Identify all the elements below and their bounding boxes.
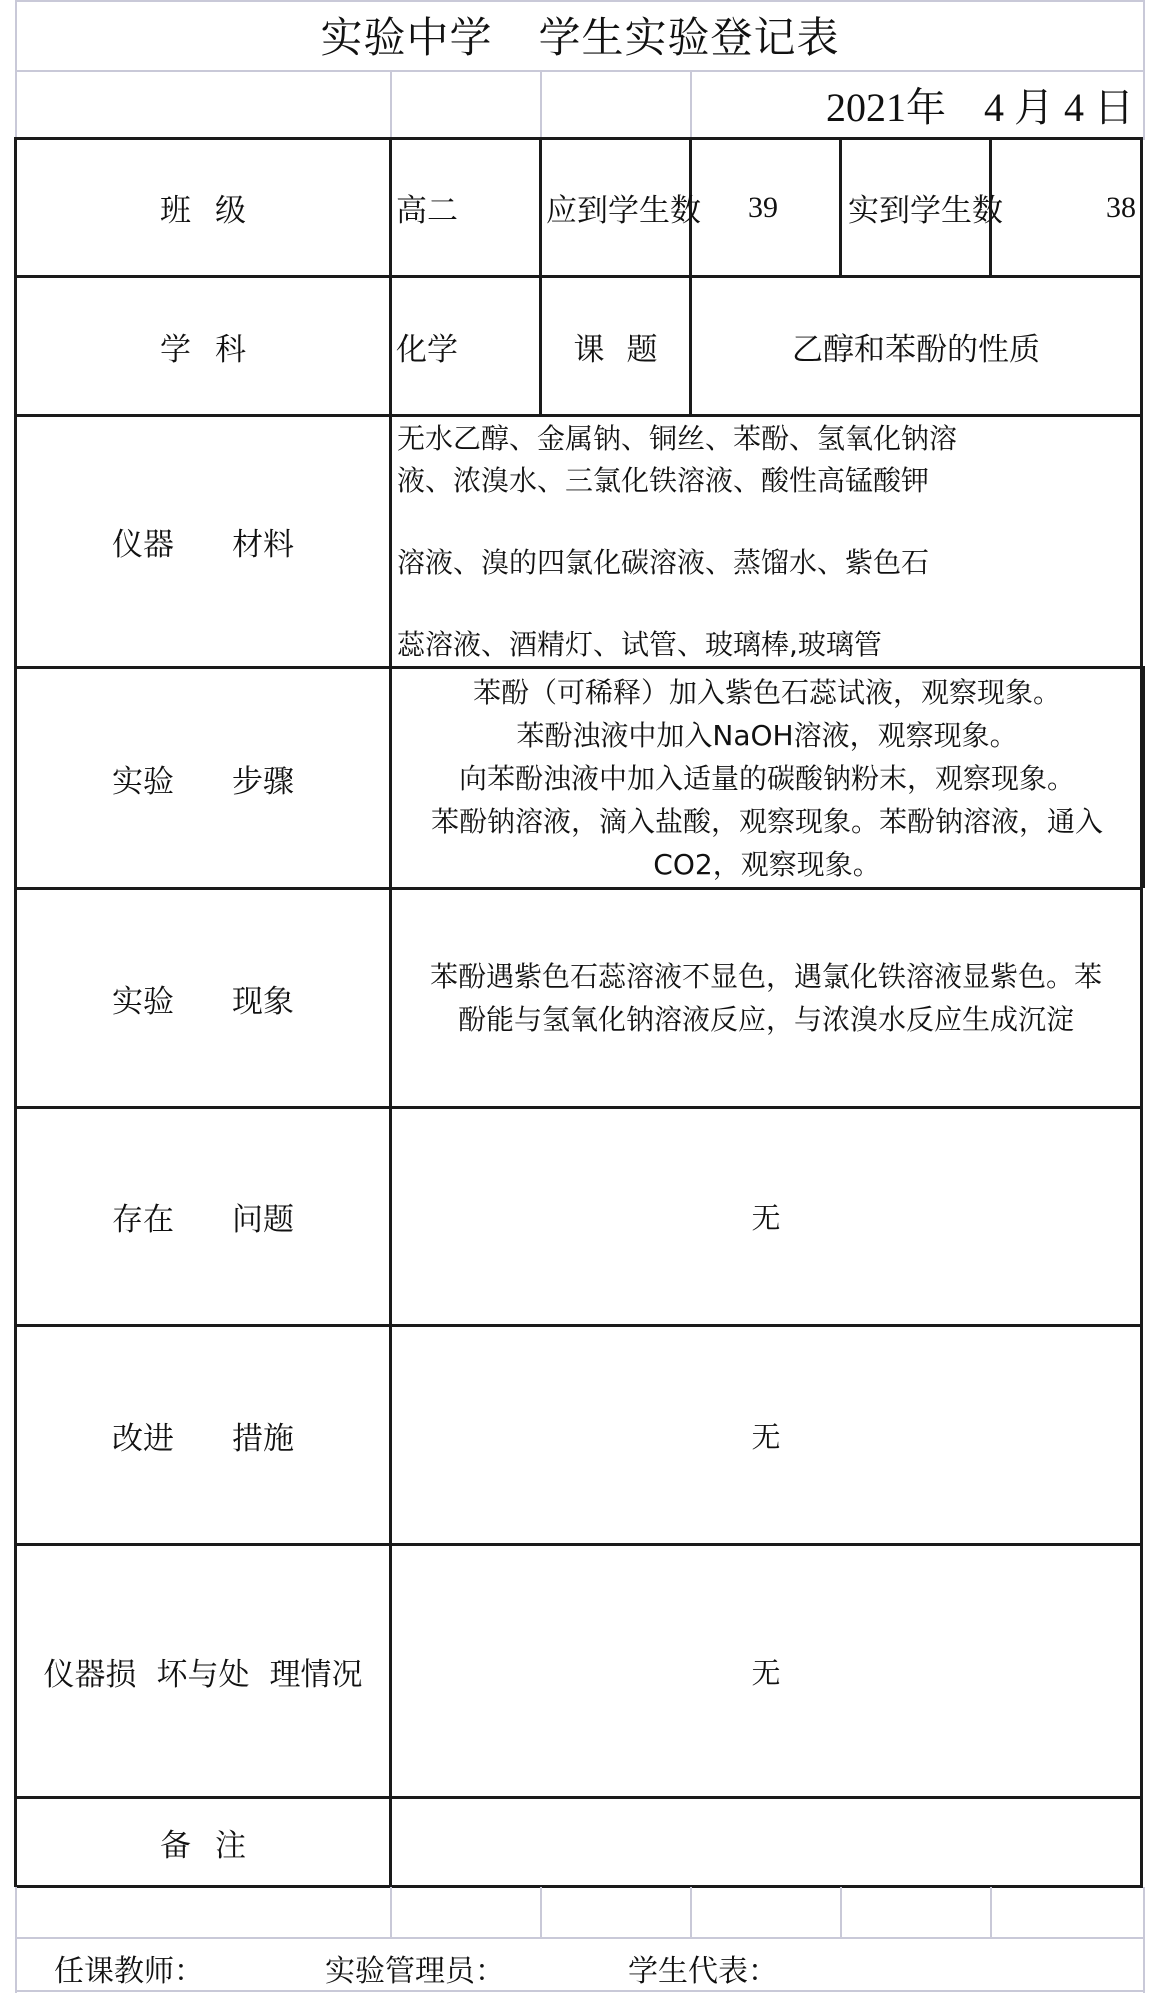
class-label [17,140,389,275]
materials-list [397,418,1137,666]
page-title [15,2,1145,68]
class-value: 高二 [396,193,458,229]
improvements-label-b: 措施 [232,1420,294,1457]
phenomena-label-a: 实验 [112,983,174,1020]
problems-label [17,1109,389,1324]
admin-signature-label: 实验管理员： [325,1954,505,1989]
rule [15,1990,1145,1992]
steps-label-b: 步骤 [232,763,294,800]
problems-value: 无 [751,1201,781,1235]
improvements-label-a: 改进 [112,1420,174,1457]
date-day: 4 [1064,85,1084,130]
damage-label-c: 理情况 [269,1656,363,1693]
expected-students-label: 应到学生数 [546,193,701,229]
class-label-b: 级 [215,193,246,229]
date [826,76,1134,133]
rule [15,1887,17,1993]
phenomena-text [393,890,1139,1106]
title-form: 学生实验登记表 [538,13,840,62]
phenomena-label-b: 现象 [232,983,294,1020]
date-month: 4 [984,85,1004,130]
date-year: 2021 [826,85,906,130]
rule [990,1887,992,1937]
improvements-label [17,1327,389,1543]
actual-students-label: 实到学生数 [848,193,1003,229]
teacher-signature-label: 任课教师： [54,1954,204,1989]
remarks-value [392,1799,1140,1885]
date-month-unit: 月 [1014,85,1054,130]
step-line: 苯酚浊液中加入NaOH溶液，观察现象。 [516,718,1018,752]
steps-label-a: 实验 [112,763,174,800]
damage-label-a: 仪器损 [43,1656,137,1693]
rule [540,70,542,138]
problems-label-a: 存在 [112,1202,174,1238]
date-year-unit: 年 [906,85,946,130]
subject-label [17,278,389,414]
subject-label-b: 科 [215,331,246,368]
step-line: 向苯酚浊液中加入适量的碳酸钠粉末，观察现象。 [458,761,1075,795]
materials-line: 液、浓溴水、三氯化铁溶液、酸性高锰酸钾 [397,464,930,497]
title-school: 实验中学 [320,13,493,62]
damage-value: 无 [751,1655,781,1690]
remarks-label-a: 备 [160,1827,191,1864]
steps-label [17,669,389,887]
remarks-label [17,1799,389,1885]
rule [15,1885,1143,1888]
materials-line: 无水乙醇、金属钠、铜丝、苯酚、氢氧化钠溶 [397,422,958,455]
step-line: CO2，观察现象。 [653,847,881,881]
topic-value: 乙醇和苯酚的性质 [792,331,1040,368]
rule [840,1887,842,1937]
rule [390,1887,392,1937]
rule [1142,666,1145,888]
student-rep-signature-label: 学生代表： [628,1954,778,1989]
expected-students-value: 39 [748,190,778,224]
class-label-a: 班 [160,193,191,229]
rule [690,70,692,138]
rule [1143,1887,1145,1993]
steps-text [393,669,1141,887]
improvements-value: 无 [751,1419,781,1454]
topic-label-b: 题 [626,331,658,368]
actual-students-value: 38 [1106,190,1136,224]
damage-label-b: 坏与处 [156,1656,250,1693]
rule [690,1887,692,1937]
rule [1140,137,1143,1887]
date-day-unit: 日 [1094,85,1134,130]
materials-label-a: 仪器 [112,527,174,563]
rule [839,137,842,277]
phenomena-label [17,890,389,1106]
problems-label-b: 问题 [232,1202,294,1238]
rule [390,70,392,138]
subject-value: 化学 [396,331,458,368]
step-line: 苯酚（可稀释）加入紫色石蕊试液，观察现象。 [472,675,1061,709]
damage-label [17,1546,389,1796]
materials-label-b: 材料 [232,527,294,563]
materials-line: 溶液、溴的四氯化碳溶液、蒸馏水、紫色石 [397,546,930,579]
rule [15,1937,1145,1939]
materials-line: 蕊溶液、酒精灯、试管、玻璃棒,玻璃管 [397,628,882,661]
rule [540,1887,542,1937]
phenomena-line: 酚能与氢氧化钠溶液反应，与浓溴水反应生成沉淀 [457,1003,1074,1036]
phenomena-line: 苯酚遇紫色石蕊溶液不显色，遇氯化铁溶液显紫色。苯 [429,960,1102,993]
remarks-label-b: 注 [215,1827,246,1864]
topic-label [542,278,689,414]
rule [15,70,1145,72]
step-line: 苯酚钠溶液，滴入盐酸，观察现象。苯酚钠溶液，通入 [430,804,1103,838]
materials-label [17,417,389,666]
subject-label-a: 学 [160,331,191,368]
topic-label-a: 课 [573,331,605,368]
